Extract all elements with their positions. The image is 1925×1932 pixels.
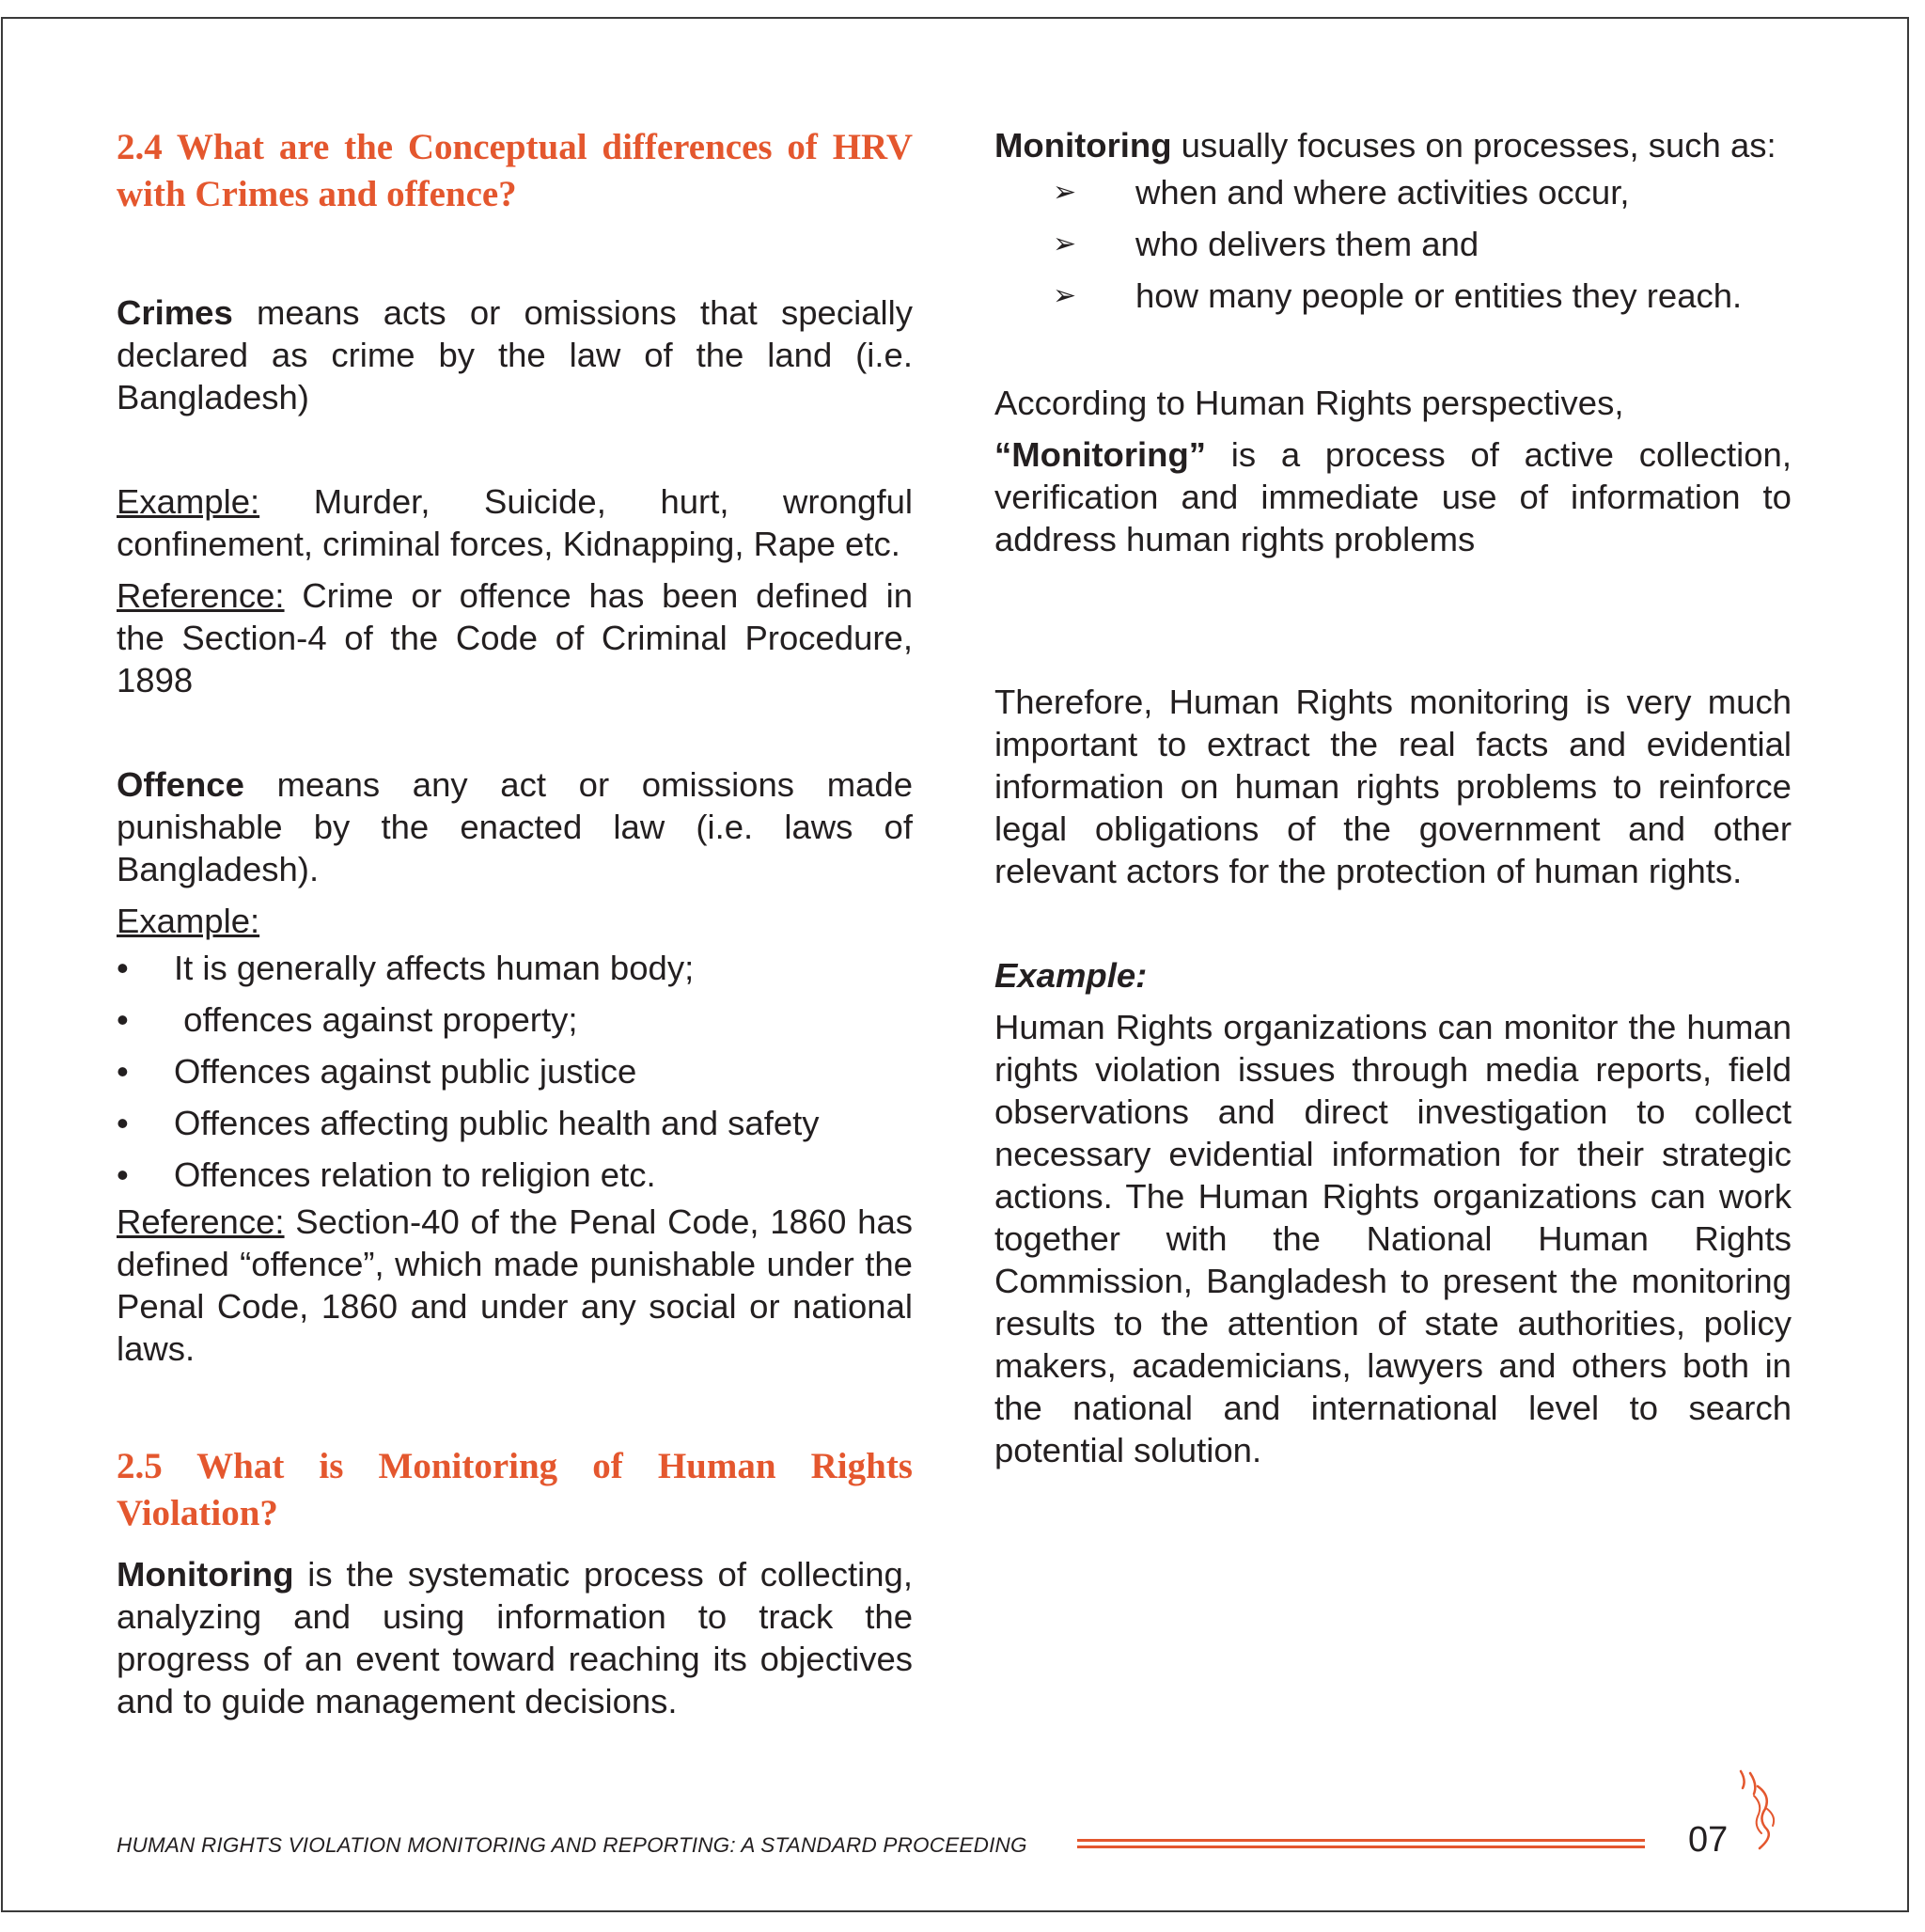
crimes-definition	[117, 291, 913, 418]
example-heading: Example:	[994, 956, 1148, 995]
monitoring-quoted: “Monitoring”	[994, 435, 1207, 474]
list-item	[117, 942, 913, 994]
offence-definition	[117, 763, 913, 890]
offence-example-label: Example:	[117, 902, 260, 940]
list-item	[117, 1045, 913, 1097]
list-item-text: how many people or entities they reach.	[1135, 276, 1743, 315]
offence-examples-list	[117, 942, 913, 1201]
list-item	[117, 1097, 913, 1149]
bullet-icon: •	[117, 1052, 129, 1091]
reference-label: Reference:	[117, 576, 285, 615]
list-item-text: Offences against public justice	[174, 1052, 637, 1091]
bullet-icon: •	[117, 1000, 129, 1039]
list-item	[1053, 270, 1792, 322]
offence-reference-text: Section-40 of the Penal Code, 1860 has defined “offence”, which made punishable under the Penal Code, 1860 and under any social or national laws.	[117, 1202, 913, 1368]
section-2-4-heading: 2.4 What are the Conceptual differences of HRV with Crimes and offence?	[117, 127, 913, 214]
offence-def-text: means any act or omissions made punishable by the enacted law (i.e. laws of Bangladesh).	[117, 765, 913, 888]
list-item	[1053, 166, 1792, 218]
organization-logo-icon	[1729, 1767, 1786, 1852]
list-item-text: Offences relation to religion etc.	[174, 1155, 656, 1194]
footer-rule	[1077, 1839, 1645, 1852]
bullet-icon: •	[117, 1104, 129, 1142]
left-column	[117, 124, 913, 1722]
therefore-paragraph: Therefore, Human Rights monitoring is very much important to extract the real facts and evidential information on human rights problems to reinforce legal obligations of the government and other relevant actors for the protection of human rights.	[994, 683, 1792, 890]
list-item-text: Offences affecting public health and safety	[174, 1104, 820, 1142]
crimes-reference	[117, 574, 913, 701]
list-item	[117, 994, 913, 1045]
footer-title: HUMAN RIGHTS VIOLATION MONITORING AND REPORTING: A STANDARD PROCEEDING	[117, 1833, 1027, 1857]
monitoring-hr-definition	[994, 433, 1792, 560]
crimes-def-text: means acts or omissions that specially declared as crime by the law of the land (i.e. Bangladesh)	[117, 293, 913, 416]
example-label: Example:	[117, 482, 260, 521]
crimes-term: Crimes	[117, 293, 233, 332]
monitoring-term: Monitoring	[117, 1555, 294, 1594]
bullet-icon: •	[117, 1155, 129, 1194]
monitoring-def-text: is the systematic process of collecting, analyzing and using information to track the progress of an event toward reaching its objectives and to guide management decisions.	[117, 1555, 913, 1720]
crimes-reference-text: Crime or offence has been defined in the Section-4 of the Code of Criminal Procedure, 1898	[117, 576, 913, 699]
list-item-text: It is generally affects human body;	[174, 949, 695, 987]
list-item	[1053, 218, 1792, 270]
hr-perspective: According to Human Rights perspectives,	[994, 384, 1624, 422]
crimes-example-text: Murder, Suicide, hurt, wrongful confinement, criminal forces, Kidnapping, Rape etc.	[117, 482, 913, 563]
focus-items-list	[994, 166, 1792, 322]
arrow-bullet-icon: ➢	[1053, 228, 1077, 259]
monitoring-focus-text: usually focuses on processes, such as:	[1171, 126, 1776, 165]
list-item-text: when and where activities occur,	[1135, 173, 1630, 212]
monitoring-hr-def-text: is a process of active collection, verification and immediate use of information to address human rights problems	[994, 435, 1792, 558]
offence-example-heading	[117, 900, 913, 942]
crimes-example	[117, 480, 913, 565]
list-item	[117, 1149, 913, 1201]
bullet-icon: •	[117, 949, 129, 987]
right-column	[994, 124, 1792, 1471]
offence-term: Offence	[117, 765, 244, 804]
arrow-bullet-icon: ➢	[1053, 177, 1077, 208]
monitoring-focus	[994, 124, 1792, 166]
example-paragraph: Human Rights organizations can monitor the human rights violation issues through media reports, field observations and direct investigation to collect necessary evidential information for their strategic actions. The Human Rights organizations can work together with the National Human Rights Commission, Bangladesh to present the monitoring results to the attention of state authorities, policy makers, academicians, lawyers and others both in the national and international level to search potential solution.	[994, 1008, 1792, 1469]
arrow-bullet-icon: ➢	[1053, 280, 1077, 311]
offence-reference	[117, 1201, 913, 1370]
page-number: 07	[1688, 1820, 1729, 1860]
monitoring-definition	[117, 1553, 913, 1722]
section-2-5-heading: 2.5 What is Monitoring of Human Rights Violation?	[117, 1446, 913, 1533]
list-item-text: offences against property;	[174, 1000, 578, 1039]
monitoring-focus-term: Monitoring	[994, 126, 1172, 165]
offence-reference-label: Reference:	[117, 1202, 285, 1241]
list-item-text: who delivers them and	[1135, 225, 1479, 263]
